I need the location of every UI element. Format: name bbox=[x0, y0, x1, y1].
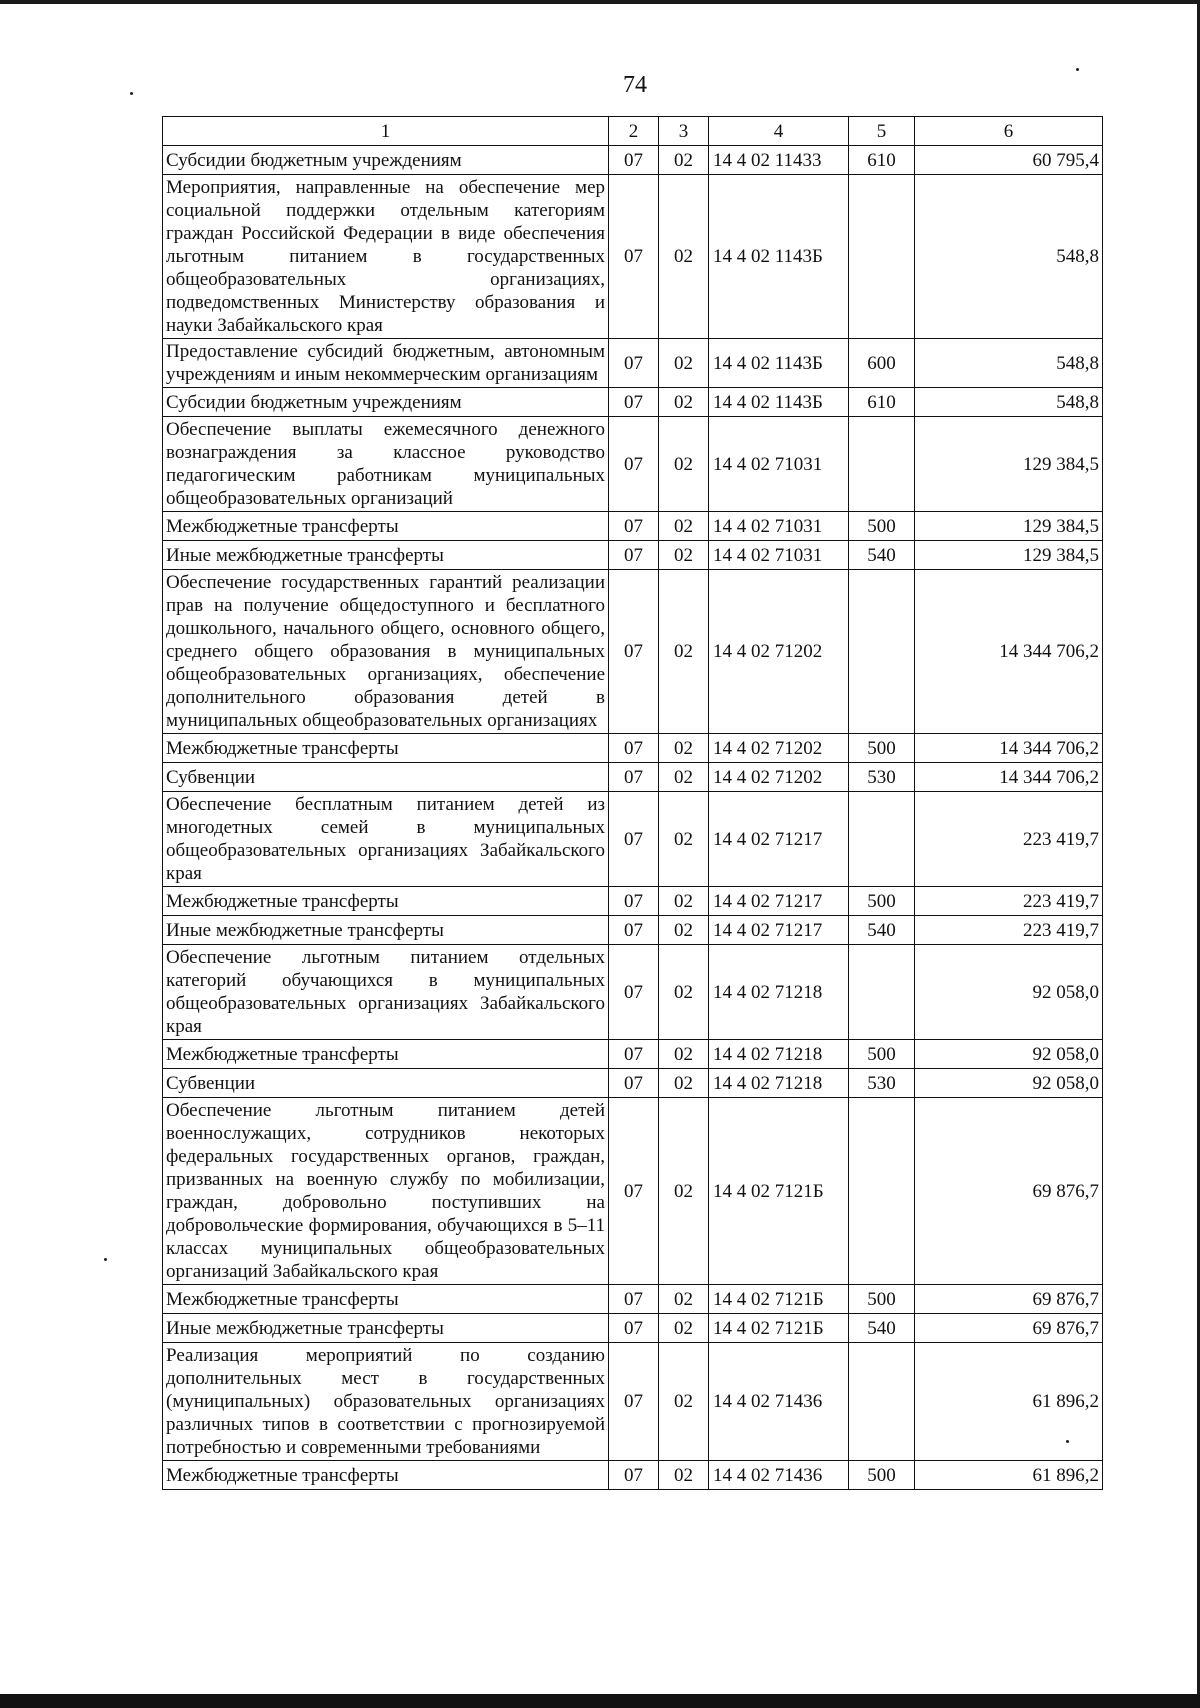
page-number: 74 bbox=[623, 72, 647, 98]
row-target-code: 14 4 02 71436 bbox=[709, 1461, 849, 1490]
row-expense-type: 500 bbox=[849, 1285, 915, 1314]
row-expense-type bbox=[849, 175, 915, 339]
row-name: Межбюджетные трансферты bbox=[163, 887, 609, 916]
table-row bbox=[163, 417, 1103, 512]
table-row bbox=[163, 734, 1103, 763]
table-row bbox=[163, 339, 1103, 388]
row-target-code: 14 4 02 71218 bbox=[709, 945, 849, 1040]
table-row bbox=[163, 792, 1103, 887]
row-amount: 69 876,7 bbox=[915, 1285, 1103, 1314]
row-subsection: 02 bbox=[659, 1314, 709, 1343]
table-row bbox=[163, 570, 1103, 734]
row-name: Мероприятия, направленные на обеспечение мер социальной поддержки отдельным категориям граждан Российской Федерации в виде обеспечения льготным питанием в государственных общеобразовательных организациях, подведомственных Министерству образования и науки Забайкальского края bbox=[163, 175, 609, 339]
row-subsection: 02 bbox=[659, 541, 709, 570]
row-subsection: 02 bbox=[659, 1285, 709, 1314]
row-target-code: 14 4 02 71031 bbox=[709, 417, 849, 512]
row-amount: 548,8 bbox=[915, 388, 1103, 417]
table-row bbox=[163, 916, 1103, 945]
row-subsection: 02 bbox=[659, 1040, 709, 1069]
row-name: Межбюджетные трансферты bbox=[163, 1040, 609, 1069]
row-subsection: 02 bbox=[659, 734, 709, 763]
row-target-code: 14 4 02 71202 bbox=[709, 734, 849, 763]
row-subsection: 02 bbox=[659, 1461, 709, 1490]
row-section: 07 bbox=[609, 1040, 659, 1069]
row-subsection: 02 bbox=[659, 339, 709, 388]
row-amount: 14 344 706,2 bbox=[915, 734, 1103, 763]
row-target-code: 14 4 02 71217 bbox=[709, 792, 849, 887]
scan-speck bbox=[1076, 68, 1079, 71]
row-subsection: 02 bbox=[659, 916, 709, 945]
row-target-code: 14 4 02 71202 bbox=[709, 570, 849, 734]
header-col-expense-type: 5 bbox=[849, 117, 915, 146]
row-expense-type bbox=[849, 1343, 915, 1461]
row-subsection: 02 bbox=[659, 792, 709, 887]
row-expense-type bbox=[849, 417, 915, 512]
header-col-target-code: 4 bbox=[709, 117, 849, 146]
scan-speck bbox=[104, 1258, 107, 1261]
row-amount: 61 896,2 bbox=[915, 1461, 1103, 1490]
row-amount: 69 876,7 bbox=[915, 1314, 1103, 1343]
row-amount: 92 058,0 bbox=[915, 945, 1103, 1040]
table-body bbox=[163, 146, 1103, 1490]
row-amount: 548,8 bbox=[915, 339, 1103, 388]
row-amount: 223 419,7 bbox=[915, 887, 1103, 916]
table-row bbox=[163, 1098, 1103, 1285]
row-amount: 60 795,4 bbox=[915, 146, 1103, 175]
row-section: 07 bbox=[609, 1098, 659, 1285]
row-expense-type: 500 bbox=[849, 512, 915, 541]
row-expense-type: 500 bbox=[849, 1040, 915, 1069]
row-subsection: 02 bbox=[659, 175, 709, 339]
row-amount: 61 896,2 bbox=[915, 1343, 1103, 1461]
row-section: 07 bbox=[609, 887, 659, 916]
row-amount: 69 876,7 bbox=[915, 1098, 1103, 1285]
row-subsection: 02 bbox=[659, 512, 709, 541]
row-name: Межбюджетные трансферты bbox=[163, 1461, 609, 1490]
header-col-amount: 6 bbox=[915, 117, 1103, 146]
row-section: 07 bbox=[609, 945, 659, 1040]
row-name: Обеспечение выплаты ежемесячного денежного вознаграждения за классное руководство педагогическим работникам муниципальных общеобразовательных организаций bbox=[163, 417, 609, 512]
table-row bbox=[163, 541, 1103, 570]
row-subsection: 02 bbox=[659, 146, 709, 175]
table-header bbox=[163, 117, 1103, 146]
table-row bbox=[163, 388, 1103, 417]
row-name: Реализация мероприятий по созданию дополнительных мест в государственных (муниципальных) образовательных организациях различных типов в соответствии с прогнозируемой потребностью и современными требованиями bbox=[163, 1343, 609, 1461]
row-section: 07 bbox=[609, 1285, 659, 1314]
row-target-code: 14 4 02 11433 bbox=[709, 146, 849, 175]
row-section: 07 bbox=[609, 541, 659, 570]
row-section: 07 bbox=[609, 146, 659, 175]
row-subsection: 02 bbox=[659, 570, 709, 734]
row-name: Субсидии бюджетным учреждениям bbox=[163, 388, 609, 417]
row-target-code: 14 4 02 71217 bbox=[709, 887, 849, 916]
table-row bbox=[163, 1343, 1103, 1461]
row-name: Субвенции bbox=[163, 763, 609, 792]
row-target-code: 14 4 02 71436 bbox=[709, 1343, 849, 1461]
row-name: Межбюджетные трансферты bbox=[163, 734, 609, 763]
row-expense-type: 600 bbox=[849, 339, 915, 388]
row-name: Иные межбюджетные трансферты bbox=[163, 1314, 609, 1343]
row-target-code: 14 4 02 71218 bbox=[709, 1040, 849, 1069]
budget-table bbox=[162, 116, 1103, 1490]
row-expense-type: 500 bbox=[849, 1461, 915, 1490]
row-target-code: 14 4 02 1143Б bbox=[709, 388, 849, 417]
row-section: 07 bbox=[609, 1314, 659, 1343]
row-target-code: 14 4 02 71031 bbox=[709, 512, 849, 541]
table-row bbox=[163, 1285, 1103, 1314]
row-name: Межбюджетные трансферты bbox=[163, 1285, 609, 1314]
row-subsection: 02 bbox=[659, 763, 709, 792]
row-expense-type: 530 bbox=[849, 1069, 915, 1098]
row-amount: 14 344 706,2 bbox=[915, 763, 1103, 792]
row-target-code: 14 4 02 71031 bbox=[709, 541, 849, 570]
row-target-code: 14 4 02 7121Б bbox=[709, 1098, 849, 1285]
row-section: 07 bbox=[609, 1069, 659, 1098]
row-name: Предоставление субсидий бюджетным, автономным учреждениям и иным некоммерческим организациям bbox=[163, 339, 609, 388]
row-name: Субвенции bbox=[163, 1069, 609, 1098]
row-section: 07 bbox=[609, 339, 659, 388]
table-row bbox=[163, 512, 1103, 541]
row-expense-type: 530 bbox=[849, 763, 915, 792]
row-amount: 223 419,7 bbox=[915, 916, 1103, 945]
table-row bbox=[163, 175, 1103, 339]
row-section: 07 bbox=[609, 1461, 659, 1490]
row-target-code: 14 4 02 7121Б bbox=[709, 1314, 849, 1343]
row-subsection: 02 bbox=[659, 1343, 709, 1461]
row-name: Иные межбюджетные трансферты bbox=[163, 916, 609, 945]
row-expense-type bbox=[849, 945, 915, 1040]
row-amount: 223 419,7 bbox=[915, 792, 1103, 887]
row-target-code: 14 4 02 71217 bbox=[709, 916, 849, 945]
row-section: 07 bbox=[609, 763, 659, 792]
table-row bbox=[163, 887, 1103, 916]
row-subsection: 02 bbox=[659, 945, 709, 1040]
row-subsection: 02 bbox=[659, 417, 709, 512]
row-expense-type: 610 bbox=[849, 146, 915, 175]
row-amount: 129 384,5 bbox=[915, 417, 1103, 512]
row-expense-type: 540 bbox=[849, 916, 915, 945]
row-target-code: 14 4 02 71218 bbox=[709, 1069, 849, 1098]
row-name: Обеспечение льготным питанием отдельных категорий обучающихся в муниципальных общеобразовательных организациях Забайкальского края bbox=[163, 945, 609, 1040]
header-col-name: 1 bbox=[163, 117, 609, 146]
row-subsection: 02 bbox=[659, 1069, 709, 1098]
row-expense-type: 500 bbox=[849, 734, 915, 763]
row-section: 07 bbox=[609, 792, 659, 887]
row-expense-type: 540 bbox=[849, 1314, 915, 1343]
row-subsection: 02 bbox=[659, 388, 709, 417]
row-amount: 92 058,0 bbox=[915, 1069, 1103, 1098]
row-name: Субсидии бюджетным учреждениям bbox=[163, 146, 609, 175]
row-amount: 129 384,5 bbox=[915, 541, 1103, 570]
table-row bbox=[163, 1069, 1103, 1098]
row-section: 07 bbox=[609, 417, 659, 512]
row-name: Обеспечение льготным питанием детей военнослужащих, сотрудников некоторых федеральных государственных органов, граждан, призванных на военную службу по мобилизации, граждан, добровольно поступивших на добровольческие формирования, обучающихся в 5–11 классах муниципальных общеобразовательных организаций Забайкальского края bbox=[163, 1098, 609, 1285]
row-amount: 548,8 bbox=[915, 175, 1103, 339]
table-row bbox=[163, 1040, 1103, 1069]
row-expense-type bbox=[849, 1098, 915, 1285]
row-expense-type bbox=[849, 792, 915, 887]
row-name: Обеспечение бесплатным питанием детей из многодетных семей в муниципальных общеобразовательных организациях Забайкальского края bbox=[163, 792, 609, 887]
row-amount: 129 384,5 bbox=[915, 512, 1103, 541]
header-col-subsection: 3 bbox=[659, 117, 709, 146]
row-amount: 14 344 706,2 bbox=[915, 570, 1103, 734]
table-row bbox=[163, 1461, 1103, 1490]
row-expense-type: 500 bbox=[849, 887, 915, 916]
header-col-section: 2 bbox=[609, 117, 659, 146]
row-section: 07 bbox=[609, 1343, 659, 1461]
row-target-code: 14 4 02 1143Б bbox=[709, 339, 849, 388]
row-target-code: 14 4 02 7121Б bbox=[709, 1285, 849, 1314]
row-section: 07 bbox=[609, 175, 659, 339]
row-section: 07 bbox=[609, 388, 659, 417]
table-row bbox=[163, 1314, 1103, 1343]
row-subsection: 02 bbox=[659, 1098, 709, 1285]
table-row bbox=[163, 763, 1103, 792]
row-target-code: 14 4 02 71202 bbox=[709, 763, 849, 792]
row-section: 07 bbox=[609, 734, 659, 763]
row-expense-type bbox=[849, 570, 915, 734]
table-row bbox=[163, 945, 1103, 1040]
table-row bbox=[163, 146, 1103, 175]
row-name: Межбюджетные трансферты bbox=[163, 512, 609, 541]
row-section: 07 bbox=[609, 512, 659, 541]
row-name: Обеспечение государственных гарантий реализации прав на получение общедоступного и бесплатного дошкольного, начального общего, основного общего, среднего общего образования в муниципальных общеобразовательных организациях, обеспечение дополнительного образования детей в муниципальных общеобразовательных организациях bbox=[163, 570, 609, 734]
row-subsection: 02 bbox=[659, 887, 709, 916]
row-amount: 92 058,0 bbox=[915, 1040, 1103, 1069]
row-section: 07 bbox=[609, 916, 659, 945]
scan-edge-bottom bbox=[0, 1694, 1200, 1708]
row-expense-type: 540 bbox=[849, 541, 915, 570]
row-section: 07 bbox=[609, 570, 659, 734]
row-target-code: 14 4 02 1143Б bbox=[709, 175, 849, 339]
scan-edge-top bbox=[0, 0, 1200, 4]
row-expense-type: 610 bbox=[849, 388, 915, 417]
row-name: Иные межбюджетные трансферты bbox=[163, 541, 609, 570]
